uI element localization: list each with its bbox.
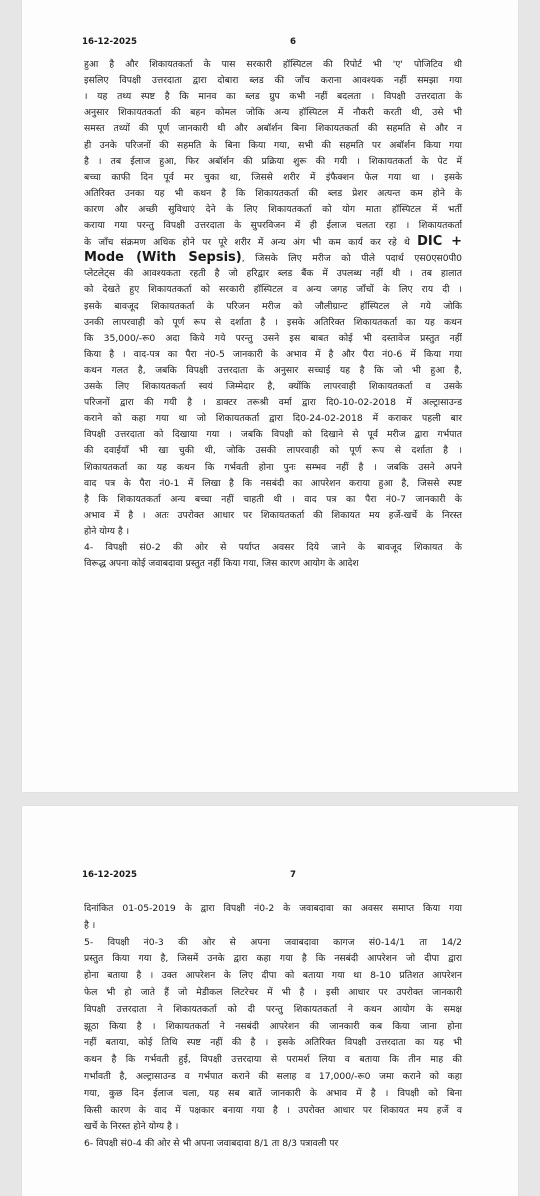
text-line: विरूद्ध अपना कोई जवाबदावा प्रस्तुत नहीं किया गया, जिस कारण आयोग के आदेश [84, 558, 359, 570]
text-line: अनुसार शिकायतकर्ता की बहन कोमल जोकि अन्य हॉस्पिटल में नौकरी करती थी, उसे भी [84, 107, 462, 119]
text-line: अतिरिक्त उनका यह भी कथन है कि शिकायतकर्ता की ब्लड प्रेशर अत्यन्त कम होने के [84, 187, 462, 199]
text-line: परिजनों द्वारा की गयी है । डाक्टर तरूश्री वर्मा द्वारा दि0-10-02-2018 में अल्ट्रासाउन्ड [84, 397, 462, 409]
page-date: 16-12-2025 [82, 37, 137, 47]
text-line: उसके लिए शिकायतकर्ता स्वयं जिम्मेदार है, क्योंकि लापरवाही शिकायतकर्ता व उसके [84, 381, 462, 392]
text-line: को देखते हुए शिकायतकर्ता को सरकारी हॉस्पिटल व अन्य जगह जाँचों के लिए राय दी । [84, 284, 462, 296]
text-line: वाद पत्र के पैरा नं0-1 में लिखा है कि नसबंदी का आपरेशन कराया हुआ है, जिससे स्पष्ट [84, 477, 462, 489]
text-line: कथन गलत है, जबकि विपक्षी उत्तरदाता के अनुसार सच्चाई यह है कि जो भी हुआ है, [84, 364, 462, 376]
page-number: 7 [290, 870, 296, 880]
text-line: है । [84, 919, 96, 931]
text-line: कथन है कि गर्भवती हुई, विपक्षी उत्तरदाया से परामर्श लिया व बताया कि तीन माह की [84, 1054, 462, 1066]
text-line: ही उनके परिजनों की सहमति के बिना किया गया, सभी की सहमति पर अबॉर्शन किया गया [84, 139, 462, 151]
medical-term: DIC + [417, 234, 462, 250]
text-line: हुआ है और शिकायतकर्ता के पास सरकारी हॉस्पिटल की रिपोर्ट भी 'ए' पोजिटिव थी [84, 59, 462, 70]
text-line: विपक्षी उत्तरदाता को दिखाया गया । जबकि विपक्षी को दिखाने से पूर्व मरीज द्वारा गर्भपात [84, 429, 462, 441]
page-number: 6 [290, 37, 296, 47]
text-line: गया, कुछ दिन ईलाज चला, यह सब बातें जानकारी के अभाव में है । विपक्षी को बिना [84, 1087, 462, 1099]
text-line: बच्चा काफी दिन पूर्व मर चुका था, जिससे शरीर में इंफैक्शन फेल गया था । इसके [84, 171, 462, 183]
text-line: 4- विपक्षी सं0-2 की ओर से पर्याप्त अवसर दिये जाने के बावजूद शिकायत के [84, 542, 462, 553]
text-line: समस्त तथ्यों की पूर्ण जानकारी थी और अबॉर्शन बिना शिकायतकर्ता की सहमति से और न [84, 123, 462, 135]
medical-term: Mode (With Sepsis) [84, 250, 242, 266]
text-line: होना बताया है । उक्त आपरेशन के लिए दीपा को बताया गया था 8-10 प्रतिशत आपरेशन [84, 970, 462, 982]
text-line: इसके बावजूद शिकायतकर्ता के परिजन मरीज को जौलीग्रान्ट हॉस्पिटल ले गये जोकि [84, 300, 462, 312]
document-page-6 [22, 0, 518, 792]
text-line: होने योग्य है । [84, 525, 130, 537]
text-line: अभाव में है । अतः उपरोक्त आधार पर शिकायतकर्ता की शिकायत मय हर्जे-खर्चे के निरस्त [84, 509, 462, 521]
text-line: नहीं बताया, कोई तिथि स्पष्ट नहीं की है । इसके अतिरिक्त विपक्षी उत्तरदाता का यह भी [84, 1037, 462, 1049]
text-line: उनकी लापरवाही को पूर्ण रूप से दर्शाता है । इसके अतिरिक्त शिकायतकर्ता का यह कथन [84, 316, 462, 328]
text-line: । यह तथ्य स्पष्ट है कि मानव का ब्लड ग्रुप कभी नहीं बदलता । विपक्षी उत्तरदाता के [84, 91, 462, 103]
text-line: है । तब ईलाज हुआ, फिर अबॉर्शन की प्रक्रिया शुरू की गयी । शिकायतकर्ता के पेट में [84, 155, 462, 167]
text-line: विपक्षी उत्तरदाता ने शिकायतकर्ता को दी परन्तु शिकायतकर्ता ने कथन आयोग के समक्ष [84, 1003, 462, 1015]
text-line: कि 35,000/-रू0 अदा किये गये परन्तु उसने इस बाबत कोई भी दस्तावेज प्रस्तुत नहीं [84, 332, 462, 344]
text-line: Mode (With Sepsis), जिसके लिए मरीज को पीले पदार्थ एस0एस0पी0 [84, 250, 463, 266]
page-date: 16-12-2025 [82, 870, 137, 880]
text-line: शिकायतकर्ता का यह कथन कि गर्भवती होना पुनः सम्भव नहीं है । जबकि उसने अपने [84, 461, 462, 473]
text-line: गर्भावती है, अल्ट्रासाउन्ड व गर्भपात कराने की सलाह व 17,000/-रू0 जमा कराने को कहा [84, 1071, 462, 1082]
text-line: प्रस्तुत किया गया है, जिसमें उनके द्वारा कहा गया है कि नसबंदी आपरेशन जो दीपा द्वारा [84, 953, 462, 965]
text-line: खर्चे के निरस्त होने योग्य है । [84, 1121, 179, 1133]
text-line: 6- विपक्षी सं0-4 की ओर से भी अपना जवाबदावा 8/1 ता 8/3 पत्रावली पर [84, 1138, 339, 1150]
text-line: कराया गया परन्तु विपक्षी उत्तरदाता के सुपरविजन में ही ईलाज चलता रहा । शिकायतकर्ता [84, 220, 462, 231]
text-line: इसलिए विपक्षी उत्तरदाता द्वारा दोबारा ब्लड की जाँच कराना आवश्यक नहीं समझा गया [84, 75, 462, 87]
text-line: किया है । वाद-पत्र का पैरा नं0-5 जानकारी के अभाव में है और पैरा नं0-6 में किया गया [84, 348, 462, 360]
text-line: 5- विपक्षी नं0-3 की ओर से अपना जवाबदावा कागज सं0-14/1 ता 14/2 [84, 936, 462, 948]
text-line: प्लेटलेट्स की आवश्यकता रहती है जो हरिद्वार ब्लड बैंक में उपलब्ध नहीं थी । तब हालात [84, 268, 462, 280]
text-line: कारण और अच्छी सुविधाएं देने के लिए शिकायतकर्ता को योग माता हॉस्पिटल में भर्ती [84, 203, 462, 215]
text-line: है कि शिकायतकर्ता अन्य बच्चा नहीं चाहती थी । वाद पत्र का पैरा नं0-7 जानकारी के [84, 493, 462, 505]
text-line: दिनांकित 01-05-2019 के द्वारा विपक्षी नं0-2 के जवाबदावा का अवसर समाप्त किया गया [84, 903, 462, 914]
text-line: कराने को कहा गया था जो शिकायतकर्ता द्वारा दि0-24-02-2018 में कराकर पहली बार [84, 413, 462, 425]
document-page-7 [22, 806, 518, 1196]
text-line: के जाँच संक्रमण अधिक होने पर पूरे शरीर में अन्य अंग भी कम कार्य कर रहे थे DIC + [84, 234, 462, 250]
text-line: किसी कारण के वाद में पक्षकार बनाया गया है । उपरोक्त आधार पर शिकायत मय हर्जे व [84, 1104, 462, 1116]
text-line: फेल भी हो जाते हैं जो मेडीकल लिटरेचर में भी है । इसी आधार पर उपरोक्त जानकारी [84, 987, 462, 998]
text-line: की दवाईयाँ भी खा चुकी थी, जोकि उसकी लापरवाही को पूर्ण रूप से दर्शाता है । [84, 445, 462, 457]
text-line: झूठा किया है । शिकायतकर्ता ने नसबंदी आपरेशन की जानकारी कब किया जाना होना [84, 1020, 462, 1032]
